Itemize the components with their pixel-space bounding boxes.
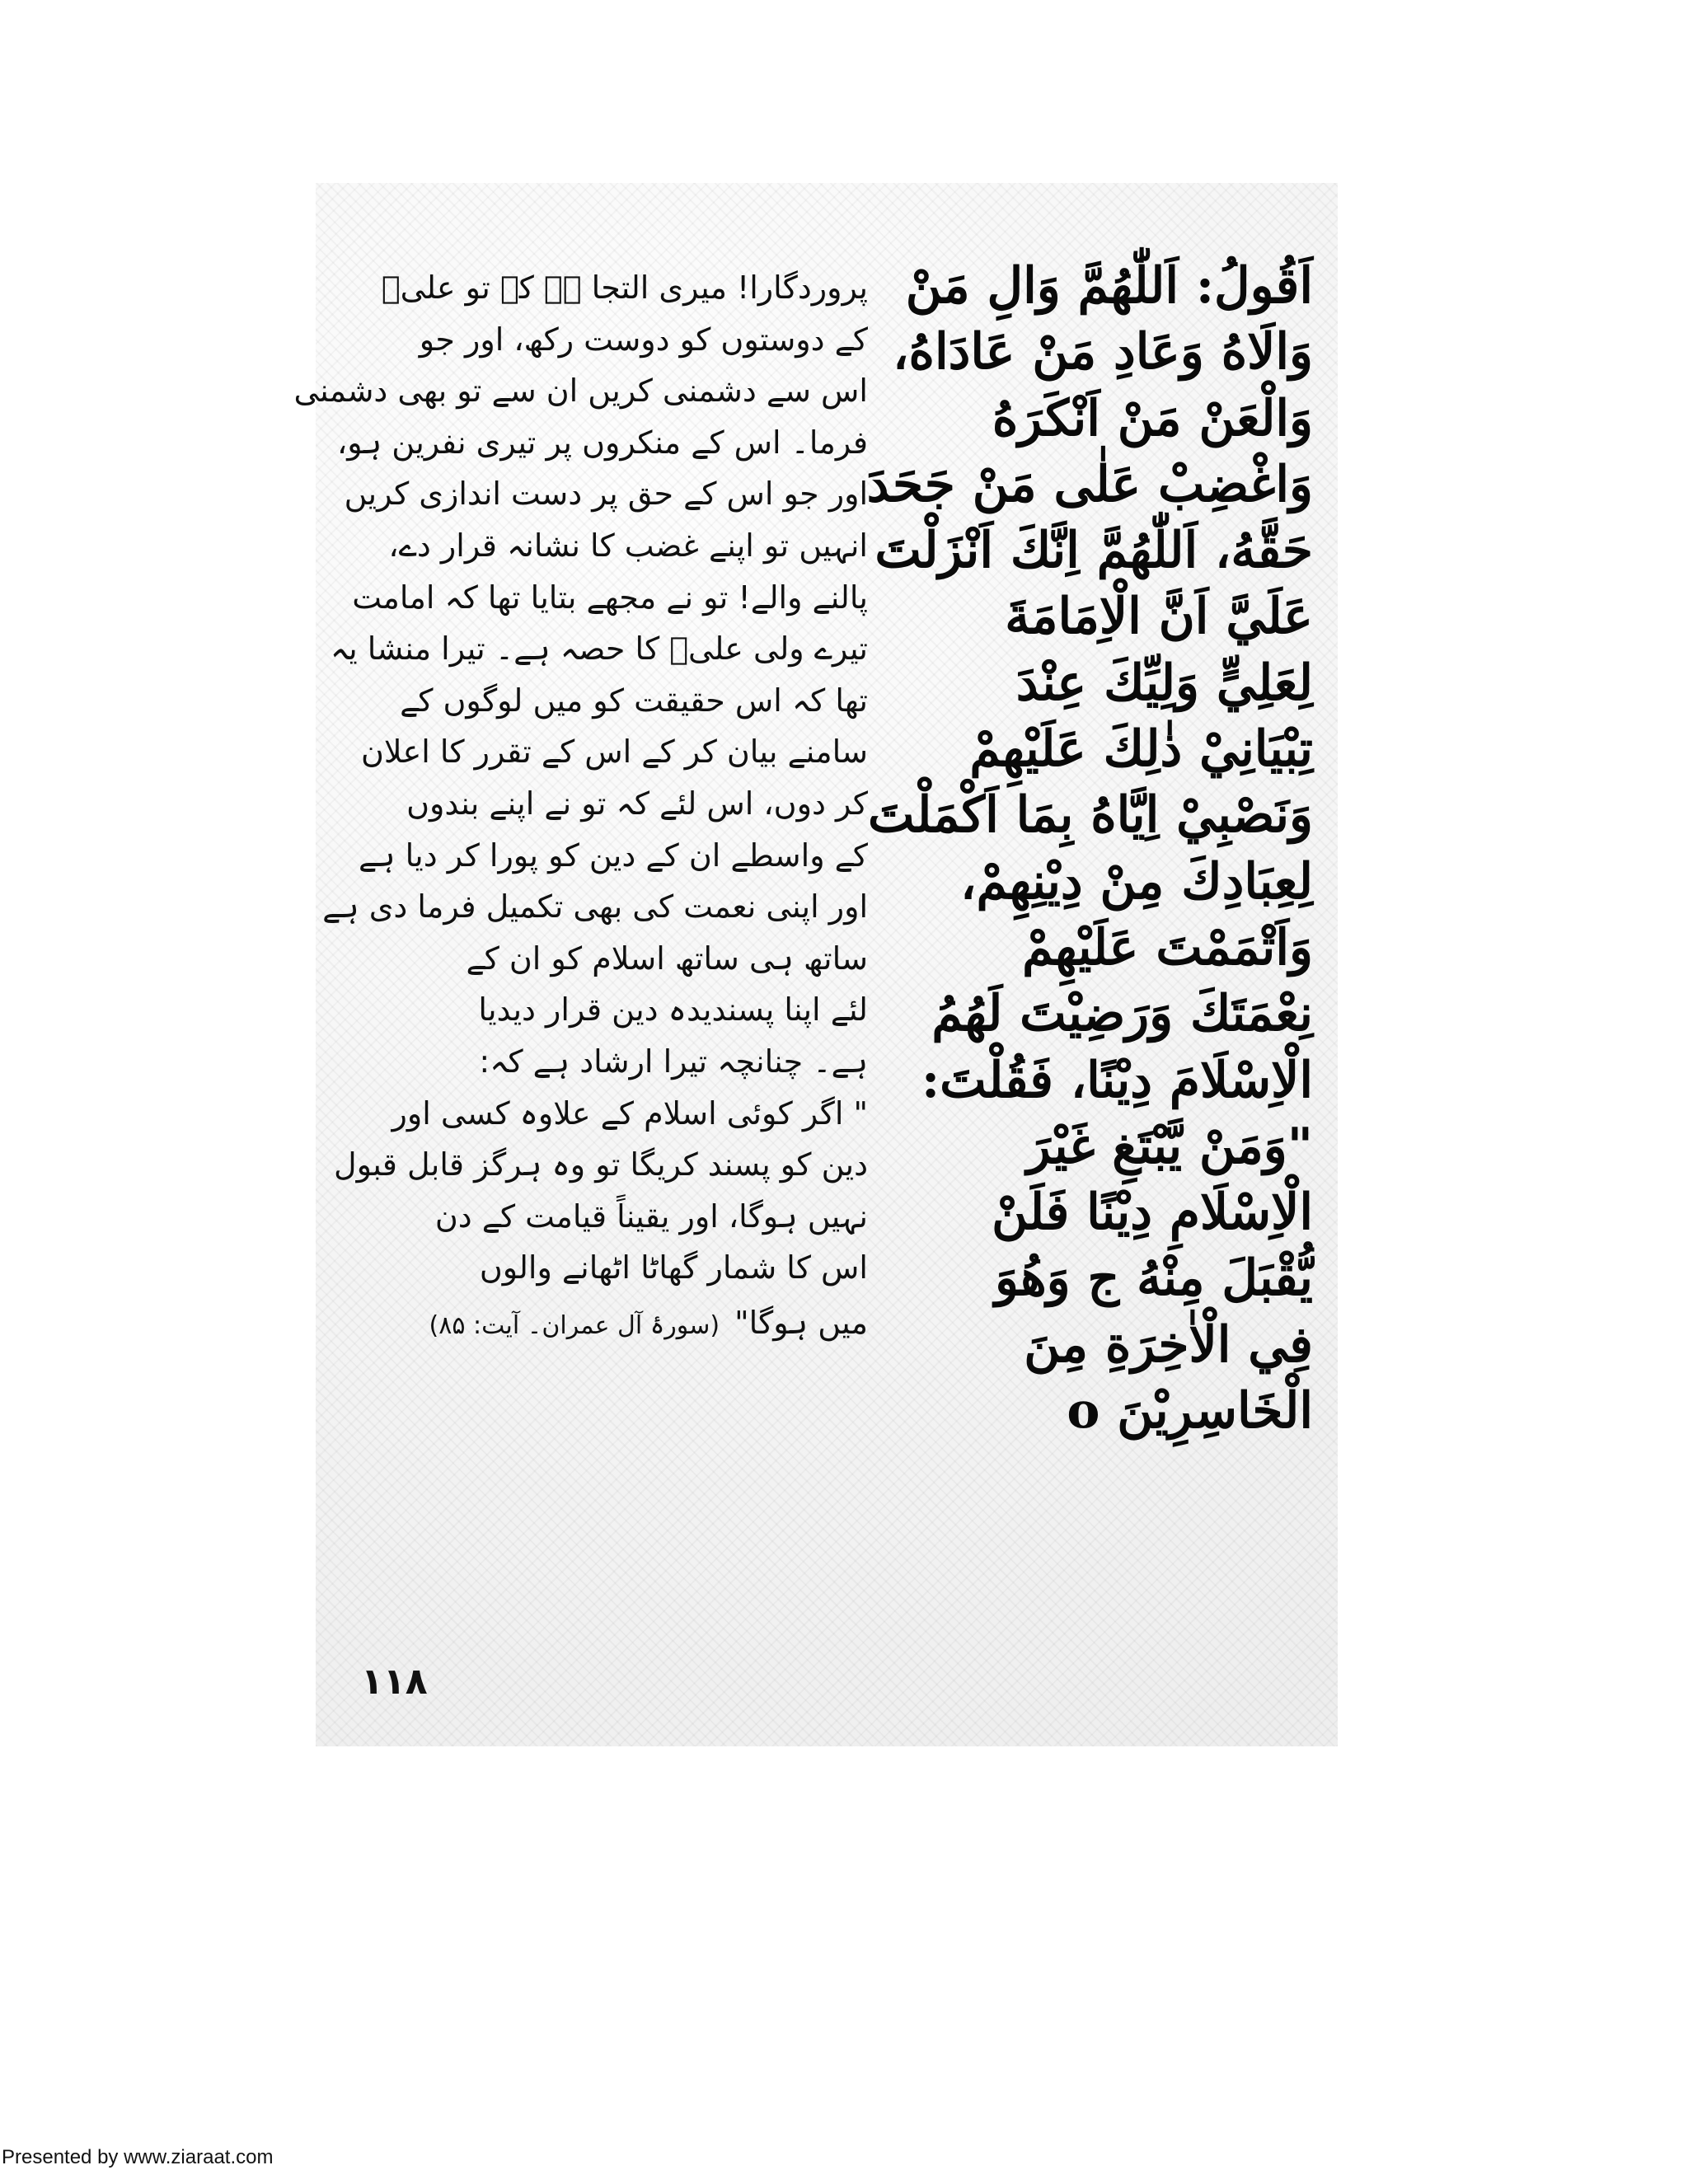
urdu-line: اس سے دشمنی کریں ان سے تو بھی دشمنی <box>293 373 868 410</box>
arabic-line: وَاَتْمَمْتَ عَلَيْهِمْ <box>1022 918 1313 977</box>
arabic-line: وَالَاهُ وَعَادِ مَنْ عَادَاهُ، <box>893 323 1313 382</box>
urdu-line: پالنے والے! تو نے مجھے بتایا تھا کہ امامت <box>352 579 868 616</box>
urdu-line: کے واسطے ان کے دین کو پورا کر دیا ہے <box>358 837 868 874</box>
arabic-line: "وَمَنْ يَّبْتَغِ غَيْرَ <box>1026 1117 1313 1175</box>
urdu-line: ہے۔ چنانچہ تیرا ارشاد ہے کہ: <box>479 1043 868 1080</box>
arabic-line: عَلَيَّ اَنَّ الْاِمَامَةَ <box>1005 588 1313 646</box>
arabic-line: الْاِسْلَامَ دِيْنًا، فَقُلْتَ: <box>921 1051 1313 1109</box>
arabic-line: لِعِبَادِكَ مِنْ دِيْنِهِمْ، <box>960 852 1313 911</box>
urdu-line: کے دوستوں کو دوست رکھ، اور جو <box>419 321 868 358</box>
urdu-line: ساتھ ہی ساتھ اسلام کو ان کے <box>466 940 868 977</box>
arabic-line: فِي الْاٰخِرَةِ مِنَ <box>1024 1315 1313 1374</box>
urdu-line: دین کو پسند کریگا تو وہ ہرگز قابل قبول <box>334 1146 868 1183</box>
urdu-line: اور اپنی نعمت کی بھی تکمیل فرما دی ہے <box>322 888 868 926</box>
urdu-line: اور جو اس کے حق پر دست اندازی کریں <box>344 476 868 513</box>
arabic-line: تِبْيَانِيْ ذٰلِكَ عَلَيْهِمْ <box>969 720 1313 779</box>
urdu-line: میں ہوگا" <box>734 1304 868 1341</box>
arabic-line: وَاغْضِبْ عَلٰى مَنْ جَحَدَ <box>866 455 1313 513</box>
arabic-line: الْخَاسِرِيْنَ o <box>1067 1382 1313 1441</box>
urdu-line: اس کا شمار گھاٹا اٹھانے والوں <box>479 1249 868 1286</box>
arabic-line: وَالْعَنْ مَنْ اَنْكَرَهُ <box>992 389 1313 448</box>
urdu-line: سامنے بیان کر کے اس کے تقرر کا اعلان <box>361 733 868 771</box>
arabic-line: حَقَّهُ، اَللّٰهُمَّ اِنَّكَ اَنْزَلْتَ <box>874 522 1313 580</box>
urdu-line: لئے اپنا پسندیدہ دین قرار دیدیا <box>478 991 868 1029</box>
presented-by-footer: Presented by www.ziaraat.com <box>2 2146 274 2168</box>
arabic-line: نِعْمَتَكَ وَرَضِيْتَ لَهُمُ <box>931 985 1313 1043</box>
urdu-translation-column <box>293 262 868 1352</box>
urdu-line: فرما۔ اس کے منکروں پر تیری نفرین ہو، <box>337 424 868 461</box>
urdu-line: کر دوں، اس لئے کہ تو نے اپنے بندوں <box>406 785 868 822</box>
urdu-line: نہیں ہوگا، اور یقیناً قیامت کے دن <box>434 1197 868 1235</box>
urdu-line: " اگر کوئی اسلام کے علاوہ کسی اور <box>392 1094 868 1132</box>
arabic-line: يُّقْبَلَ مِنْهُ ج وَهُوَ <box>994 1249 1313 1308</box>
page-number: ۱۱۸ <box>361 1661 428 1703</box>
arabic-line: وَنَصْبِيْ اِيَّاهُ بِمَا اَكْمَلْتَ <box>868 786 1313 845</box>
verse-citation: (سورۂ آل عمران۔ آیت: ۸۵) <box>429 1310 720 1340</box>
urdu-line: تیرے ولی علیؑ کا حصہ ہے۔ تیرا منشا یہ <box>330 630 868 668</box>
arabic-line: لِعَلِيٍّ وَلِيِّكَ عِنْدَ <box>1015 654 1313 712</box>
urdu-line: پروردگارا! میری التجا ہے کہ تو علیؑ <box>381 269 868 306</box>
arabic-text-column <box>866 253 1313 1444</box>
urdu-last-line <box>398 1294 868 1352</box>
arabic-line: اَقُولُ: اَللّٰهُمَّ وَالِ مَنْ <box>905 257 1313 315</box>
urdu-line: تھا کہ اس حقیقت کو میں لوگوں کے <box>400 682 868 719</box>
scanned-book-page <box>293 183 1338 1746</box>
arabic-line: الْاِسْلَامِ دِيْنًا فَلَنْ <box>992 1183 1313 1242</box>
urdu-line: انہیں تو اپنے غضب کا نشانہ قرار دے، <box>388 527 868 564</box>
